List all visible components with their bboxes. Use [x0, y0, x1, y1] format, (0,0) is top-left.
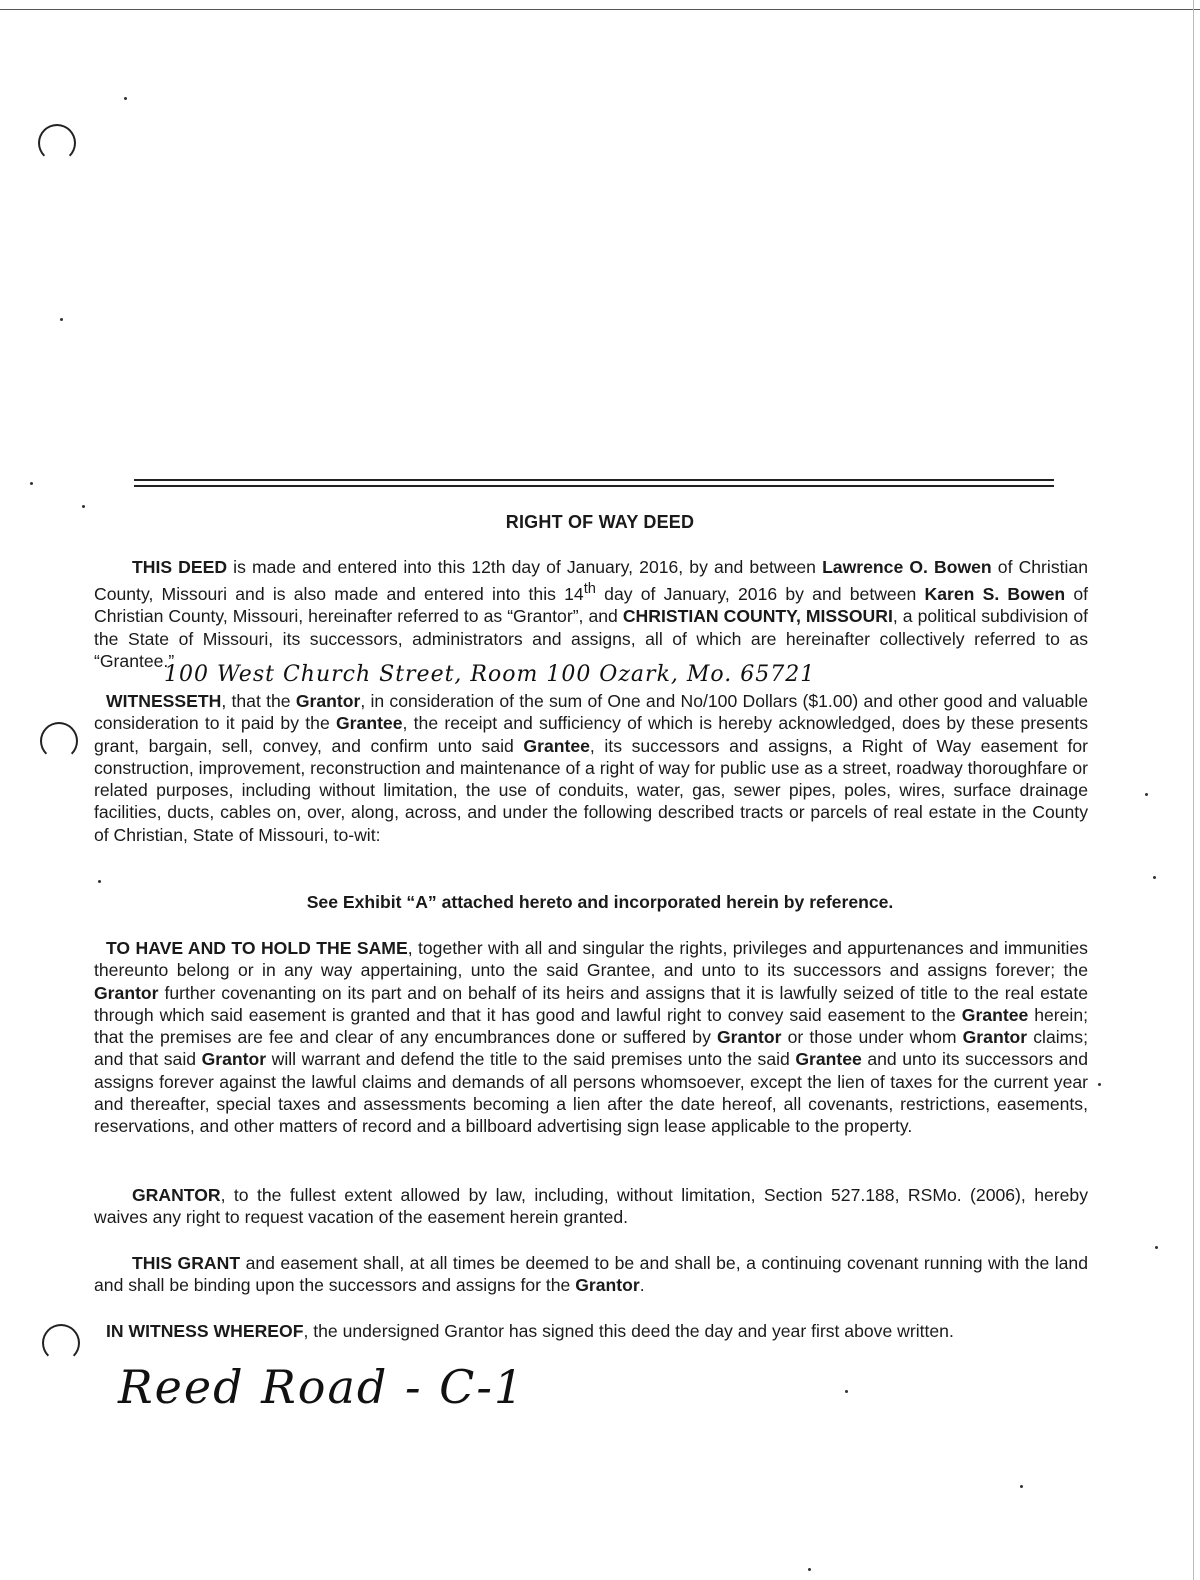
scan-speck	[30, 482, 33, 485]
scan-speck	[808, 1568, 811, 1571]
scan-speck	[1145, 793, 1148, 796]
scan-speck	[1153, 876, 1156, 879]
scan-speck	[98, 880, 101, 883]
document-title: RIGHT OF WAY DEED	[505, 512, 695, 532]
paragraph-witness-whereof: IN WITNESS WHEREOF, the undersigned Grantor has signed this deed the day and year first above written.	[106, 1321, 954, 1341]
scan-speck	[1020, 1485, 1023, 1488]
header-rule-bottom	[134, 485, 1054, 487]
binder-hole-bottom	[42, 1324, 80, 1362]
paragraph-witnesseth: WITNESSETH, that the Grantor, in consideration of the sum of One and No/100 Dollars ($1.00) and other good and valuable consideration to it paid by the Grantee, the receipt and sufficiency of which is hereby acknowledged, does by these presents grant, bargain, sell, convey, and confirm unto said Grantee, its successors and assigns, a Right of Way easement for construction, improvement, reconstruction and maintenance of a right of way for public use as a street, roadway thoroughfare or related purposes, including without limitation, the use of conduits, water, gas, sewer pipes, poles, wires, surface drainage facilities, ducts, cables on, over, along, across, and under the following described tracts or parcels of real estate in the County of Christian, State of Missouri, to-wit:	[94, 691, 1089, 845]
binder-hole-top	[38, 124, 76, 162]
scan-speck	[1098, 1083, 1101, 1086]
scan-speck	[845, 1390, 848, 1393]
scan-speck	[60, 318, 63, 321]
paragraph-habendum: TO HAVE AND TO HOLD THE SAME, together with all and singular the rights, privileges and appurtenances and immunities thereunto belong or in any way appertaining, unto the said Grantee, and unto to its successors and assigns forever; the Grantor further covenanting on its part and on behalf of its heirs and assigns that it is lawfully seized of title to the real estate through which said easement is granted and that it has good and lawful right to convey said easement to the Grantee herein; that the premises are fee and clear of any encumbrances done or suffered by Grantor or those under whom Grantor claims; and that said Grantor will warrant and defend the title to the said premises unto the said Grantee and unto its successors and assigns forever against the lawful claims and demands of all persons whomsoever, except the lien of taxes for the current year and thereafter, special taxes and assessments becoming a lien after the date hereof, all covenants, restrictions, easements, reservations, and other matters of record and a billboard advertising sign lease applicable to the property.	[94, 938, 1089, 1137]
header-rule-top	[134, 479, 1054, 481]
paragraph-waiver: GRANTOR, to the fullest extent allowed by law, including, without limitation, Section 527.188, RSMo. (2006), hereby waives any right to request vacation of the easement herein granted.	[94, 1185, 1088, 1228]
paragraph-covenant: THIS GRANT and easement shall, at all times be deemed to be and shall be, a continuing covenant running with the land and shall be binding upon the successors and assigns for the Grantor.	[94, 1253, 1088, 1296]
page-right-edge	[1193, 0, 1194, 1580]
scan-speck	[124, 97, 127, 100]
exhibit-reference: See Exhibit “A” attached hereto and incorporated herein by reference.	[306, 892, 894, 912]
binder-hole-middle	[40, 722, 78, 760]
paragraph-parties: THIS DEED is made and entered into this 12th day of January, 2016, by and between Lawrence O. Bowen of Christian County, Missouri and is also made and entered into this 14th day of January, 2016 by and between Karen S. Bowen of Christian County, Missouri, hereinafter referred to as “Grantor”, and CHRISTIAN COUNTY, MISSOURI, a political subdivision of the State of Missouri, its successors, administrators and assigns, all of which are hereinafter collectively referred to as “Grantee.”	[94, 557, 1089, 672]
page-top-edge	[0, 9, 1200, 10]
scan-speck	[82, 505, 85, 508]
handwritten-note: Reed Road - C-1	[118, 1360, 526, 1414]
handwritten-address: 100 West Church Street, Room 100 Ozark, Mo. 65721	[164, 662, 816, 687]
scan-speck	[1155, 1246, 1158, 1249]
